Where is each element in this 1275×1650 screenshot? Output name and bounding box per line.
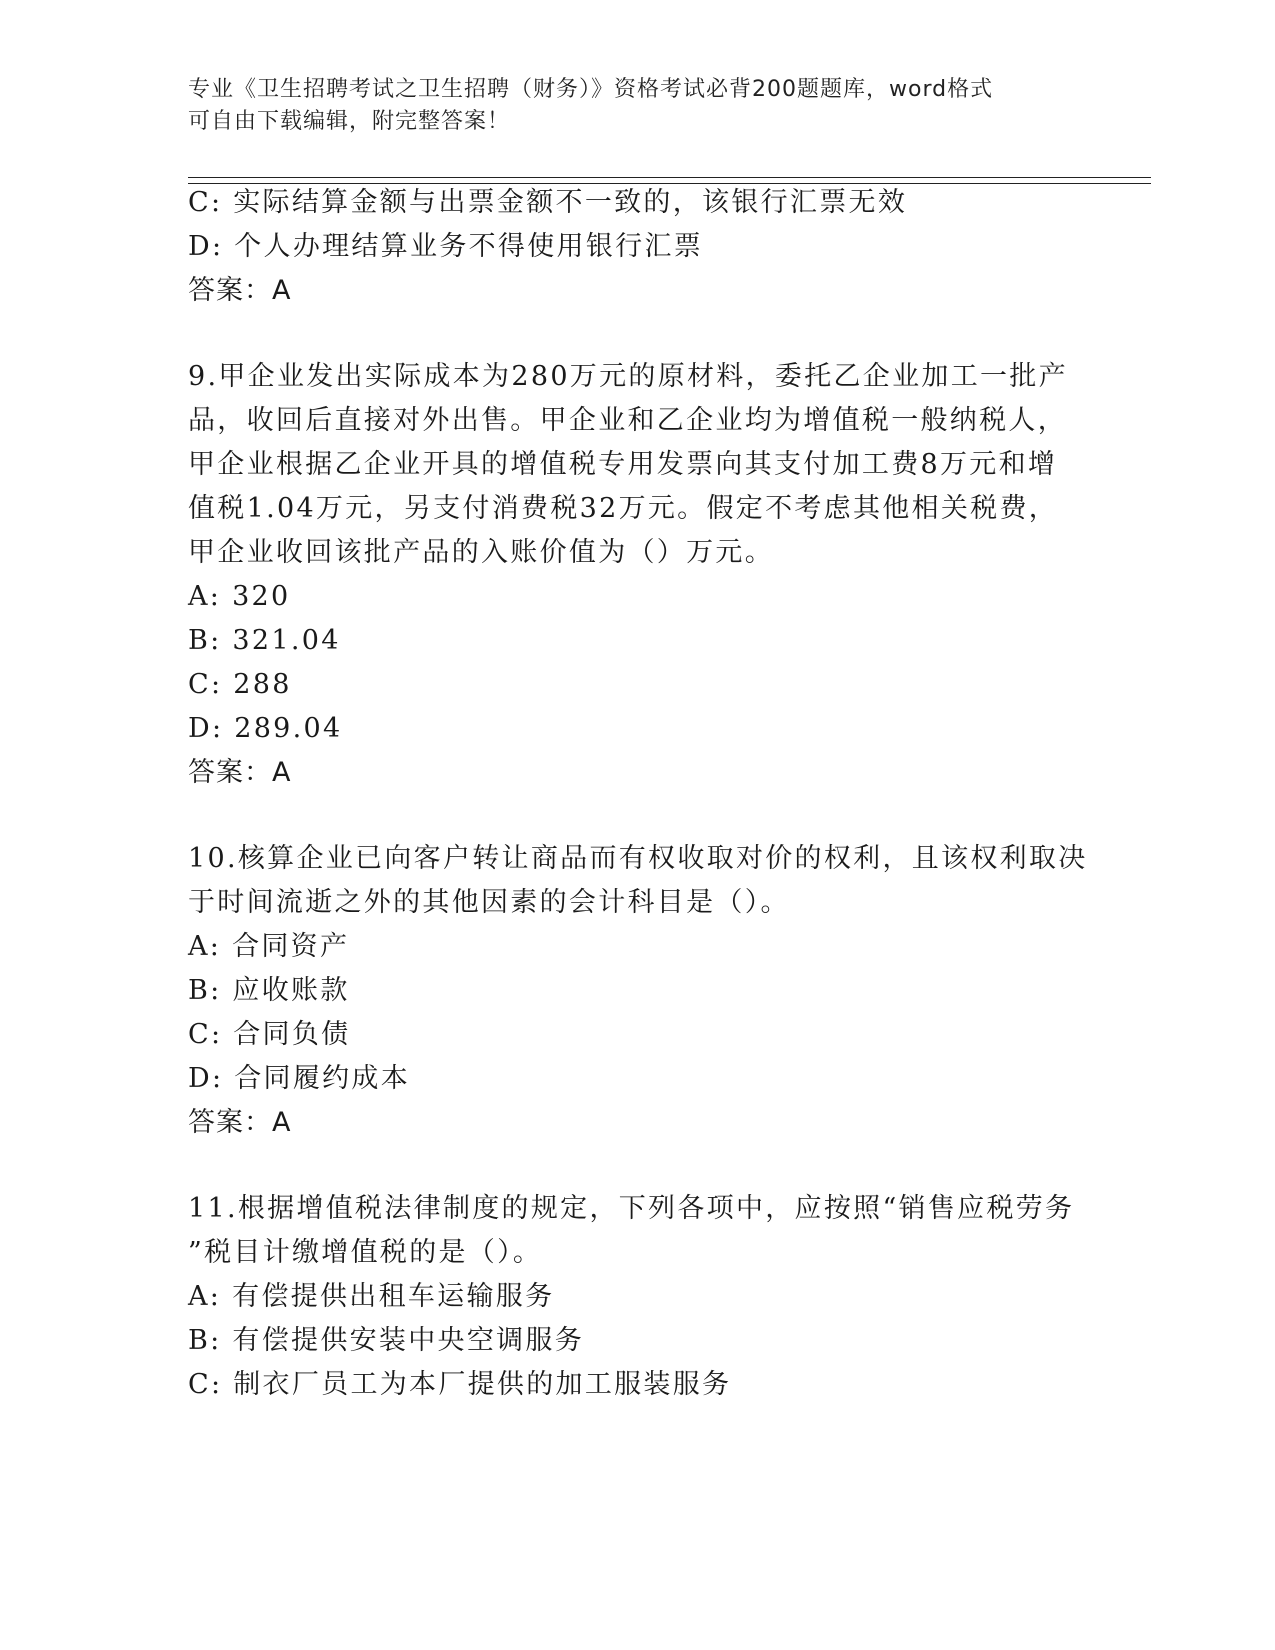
document-header [188,74,1068,138]
prev-answer: 答案：A [188,275,292,306]
q9-stem-line-2: 品，收回后直接对外出售。甲企业和乙企业均为增值税一般纳税人， [188,405,1067,436]
q9-option-d: D: 289.04 [188,713,343,744]
q11-stem-line-2: ”税目计缴增值税的是（）。 [188,1237,543,1268]
prev-option-c: C: 实际结算金额与出票金额不一致的，该银行汇票无效 [188,187,908,218]
q9-option-c: C: 288 [188,669,292,700]
q10-answer: 答案：A [188,1107,292,1138]
q11-option-b: B: 有偿提供安装中央空调服务 [188,1325,585,1356]
header-line-1: 专业《卫生招聘考试之卫生招聘（财务）》资格考试必背200题题库，word格式 [188,77,994,102]
q10-option-a: A: 合同资产 [188,931,350,962]
q11-option-a: A: 有偿提供出租车运输服务 [188,1281,555,1312]
q9-stem-line-3: 甲企业根据乙企业开具的增值税专用发票向其支付加工费8万元和增 [188,449,1058,480]
q9-option-b: B: 321.04 [188,625,341,656]
prev-option-d: D: 个人办理结算业务不得使用银行汇票 [188,231,704,262]
q9-stem-line-4: 值税1.04万元，另支付消费税32万元。假定不考虑其他相关税费， [188,493,1059,524]
q9-stem-line-1: 9.甲企业发出实际成本为280万元的原材料，委托乙企业加工一批产 [188,361,1068,392]
q10-option-c: C: 合同负债 [188,1019,351,1050]
q11-option-c: C: 制衣厂员工为本厂提供的加工服装服务 [188,1369,732,1400]
q9-option-a: A: 320 [188,581,291,612]
header-divider-top [188,177,1151,178]
header-line-2: 可自由下载编辑，附完整答案！ [188,109,511,134]
q10-option-d: D: 合同履约成本 [188,1063,411,1094]
q10-option-b: B: 应收账款 [188,975,350,1006]
q9-answer: 答案：A [188,757,292,788]
q10-stem-line-1: 10.核算企业已向客户转让商品而有权收取对价的权利，且该权利取决 [188,843,1088,874]
q9-stem-line-5: 甲企业收回该批产品的入账价值为（）万元。 [188,537,774,568]
q11-stem-line-1: 11.根据增值税法律制度的规定，下列各项中，应按照“销售应税劳务 [188,1193,1075,1224]
q10-stem-line-2: 于时间流逝之外的其他因素的会计科目是（）。 [188,887,790,918]
